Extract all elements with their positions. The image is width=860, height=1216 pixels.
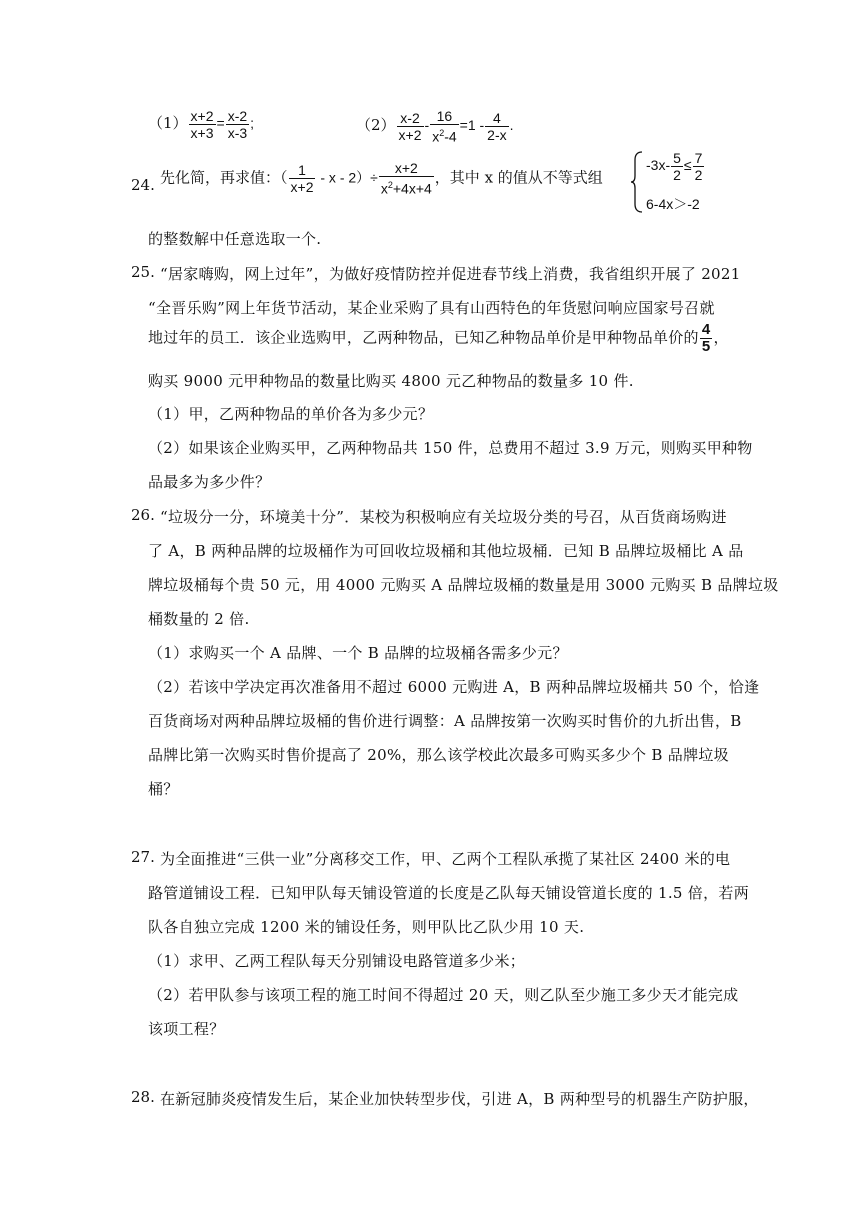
q26-sub-1: （1）求购买一个 A 品牌、一个 B 品牌的垃圾桶各需多少元？ xyxy=(148,644,568,662)
inequality-1: -3x- $\frac{5}{2}$ ≤ $\frac{7}{2}$ xyxy=(646,150,703,183)
q24-line-2: 的整数解中任意选取一个. xyxy=(148,230,322,248)
q27-sub-1: （1）求甲、乙两工程队每天分别铺设电路管道多少米； xyxy=(148,952,526,970)
q24-number: 24. xyxy=(131,176,155,194)
q27-line-1: 为全面推进“三供一业”分离移交工作，甲、乙两个工程队承揽了某社区 2400 米的电 xyxy=(160,850,731,868)
q26-sub-2-line-3: 品牌比第一次购买时售价提高了 20%，那么该学校此次最多可购买多少个 B 品牌垃圾 xyxy=(148,746,729,764)
q25-sub-1: （1）甲，乙两种物品的单价各为多少元？ xyxy=(148,405,434,423)
q27-number: 27. xyxy=(131,848,155,866)
q25-line-3: 地过年的员工．该企业选购甲，乙两种物品，已知乙种物品单价是甲种物品单价的 $\frac{4}{5}$ ， xyxy=(148,321,729,355)
q25-number: 25. xyxy=(131,263,155,281)
q28-number: 28. xyxy=(131,1088,155,1106)
q23-equation-1: （1） $\frac{x+2}{x+3}$ = $\frac{x-2}{x-3}$ ; xyxy=(148,108,255,141)
q25-line-1: “居家嗨购，网上过年”，为做好疫情防控并促进春节线上消费，我省组织开展了 2021 xyxy=(160,265,741,283)
q26-line-2: 了 A，B 两种品牌的垃圾桶作为可回收垃圾桶和其他垃圾桶．已知 B 品牌垃圾桶比 A 品 xyxy=(148,542,744,560)
brace-icon xyxy=(630,150,644,214)
q24-expression: 先化简，再求值：（ $\frac{1}{x+2}$ - x - 2）÷ $\frac{x+2}{x^2+4x+4}$ ，其中 x 的值从不等式组 xyxy=(160,160,603,197)
q26-sub-2-line-2: 百货商场对两种品牌垃圾桶的售价进行调整：A 品牌按第一次购买时售价的九折出售，B xyxy=(148,712,742,730)
q26-line-1: “垃圾分一分，环境美十分”．某校为积极响应有关垃圾分类的号召，从百货商场购进 xyxy=(160,508,727,526)
q25-line-2: “全晋乐购”网上年货节活动，某企业采购了具有山西特色的年货慰问响应国家号召就 xyxy=(148,299,715,317)
q25-sub-2-line-2: 品最多为多少件？ xyxy=(148,473,271,491)
q25-line-4: 购买 9000 元甲种物品的数量比购买 4800 元乙种物品的数量多 10 件. xyxy=(148,372,634,390)
q26-number: 26. xyxy=(131,506,155,524)
q27-sub-2-line-1: （2）若甲队参与该项工程的施工时间不得超过 20 天，则乙队至少施工多少天才能完成 xyxy=(148,986,739,1004)
q27-line-3: 队各自独立完成 1200 米的铺设任务，则甲队比乙队少用 10 天. xyxy=(148,918,585,936)
q26-line-3: 牌垃圾桶每个贵 50 元，用 4000 元购买 A 品牌垃圾桶的数量是用 3000 元购买 B 品牌垃圾 xyxy=(148,576,779,594)
q26-line-4: 桶数量的 2 倍. xyxy=(148,610,250,628)
q27-sub-2-line-2: 该项工程？ xyxy=(148,1020,225,1038)
inequality-2: 6-4x＞-2 xyxy=(646,196,700,212)
q27-line-2: 路管道铺设工程．已知甲队每天铺设管道的长度是乙队每天铺设管道长度的 1.5 倍，若两 xyxy=(148,884,749,902)
q28-line-1: 在新冠肺炎疫情发生后，某企业加快转型步伐，引进 A，B 两种型号的机器生产防护服， xyxy=(160,1090,759,1108)
q26-sub-2-line-1: （2）若该中学决定再次准备用不超过 6000 元购进 A，B 两种品牌垃圾桶共 50 个，恰逢 xyxy=(148,678,760,696)
q26-sub-2-line-4: 桶？ xyxy=(148,780,179,798)
q25-sub-2-line-1: （2）如果该企业购买甲，乙两种物品共 150 件，总费用不超过 3.9 万元，则购买甲种物 xyxy=(148,439,753,457)
q23-equation-2: （2） $\frac{x-2}{x+2}$ - $\frac{16}{x^2-4}$ =1 - $\frac{4}{2-x}$ . xyxy=(356,108,514,145)
